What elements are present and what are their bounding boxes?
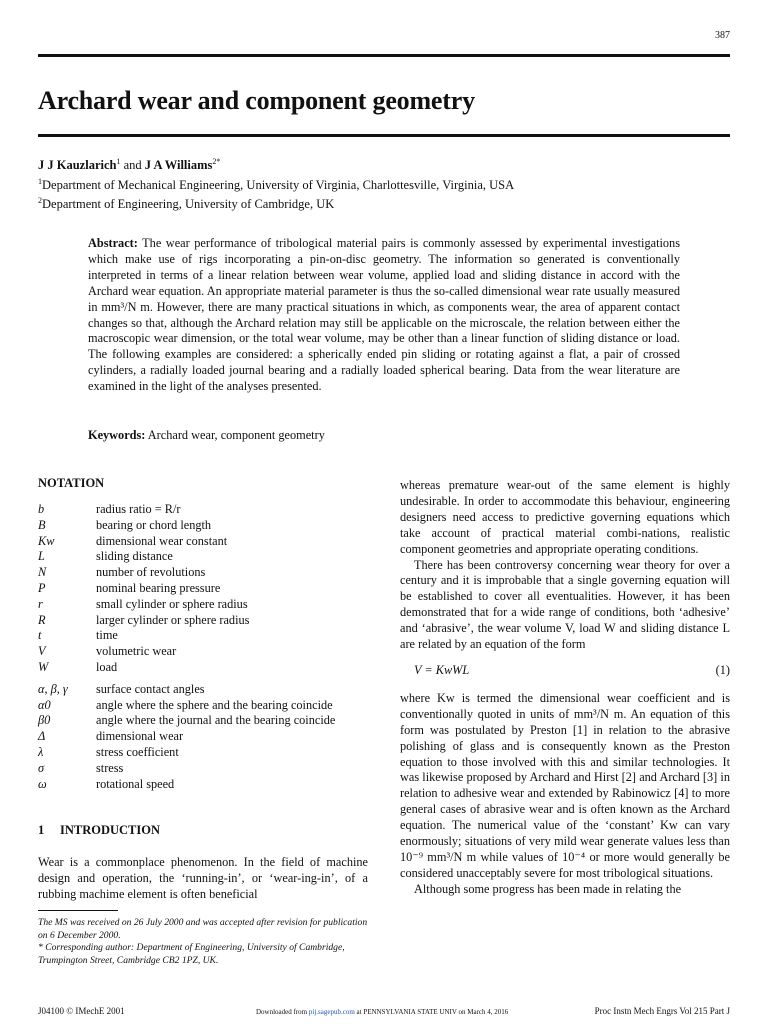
author-block [38,154,738,213]
affil-2-sup: 2 [38,196,42,206]
paper-title: Archard wear and component geometry [38,86,475,115]
notation-group-2 [38,682,378,793]
notation-row [38,644,378,660]
notation-definition: radius ratio = R/r [96,502,181,516]
notation-symbol: R [38,612,46,627]
paragraph-3: where Kw is termed the dimensional wear coefficient and is conventionally quoted in units of mm³/N m. An equation of this form was postulated by Preston [1] in relation to the abrasive polishing of glass and is consequently known as the Preston equation to those involved with this and similar technologies. It was likewise proposed by Archard and Hirst [2] and Archard [3] in relation to adhesive wear and extended by Rabinowicz [4] to more general cases of abrasive wear and is often known as the Archard equation. The numerical value of the ‘constant’ Kw can vary enormously; situations of very mild wear generate values less than 10⁻⁹ mm³/N m while values of 10⁻⁴ or more would generally be considered unacceptably severe for most tribological situations. [400,690,730,880]
affiliation-2: Department of Engineering, University of Cambridge, UK [42,197,335,212]
notation-heading: NOTATION [38,476,105,490]
notation-symbol: N [38,565,47,580]
notation-row [38,628,378,644]
notation-symbol: b [38,502,45,516]
right-column [400,478,730,898]
notation-definition: load [96,659,118,674]
notation-definition: time [96,628,118,643]
notation-definition: angle where the journal and the bearing coincide [96,713,336,728]
page-number: 387 [715,30,730,41]
section-heading-introduction [38,823,160,838]
keywords-label: Keywords: [88,428,146,442]
paragraph-1: whereas premature wear-out of the same element is highly undesirable. In order to accommodate this behaviour, engineering designers need access to predictive governing equations which take account of practical material combi-nations, realistic component geometries and appropriate operating conditions. [400,478,730,556]
equation-1 [400,663,730,679]
abstract [88,236,680,395]
notation-row [38,581,378,597]
notation-row [38,518,378,534]
introduction-text: Wear is a commonplace phenomenon. In the field of machine design and operation, the ‘running-in’, or ‘wear-ing-in’, of a rubbing machime element is often beneficial [38,855,368,901]
paragraph-2: There has been controversy concerning wear theory for over a century and it is improbable that a single governing equation will be established to cover all eventualities. However, it has been demonstrated that for a wide range of conditions, both ‘adhesive’ and ‘abrasive’, the wear volume V, load W and sliding distance L are related by an equation of the form [400,557,730,652]
footer-journal: Proc Instn Mech Engrs Vol 215 Part J [594,1006,730,1016]
notation-definition: number of revolutions [96,565,206,580]
author-1-sup: 1 [116,157,121,166]
notation-symbol: σ [38,760,45,775]
notation-definition: angle where the sphere and the bearing coincide [96,697,333,712]
notation-definition: small cylinder or sphere radius [96,596,248,611]
notation-symbol: α0 [38,697,51,712]
notation-definition: stress [96,760,124,775]
notation-definition: sliding distance [96,549,173,564]
affiliation-1: Department of Mechanical Engineering, University of Virginia, Charlottesville, Virginia, USA [42,177,515,192]
notation-definition: rotational speed [96,776,175,791]
notation-symbol: Δ [38,729,46,744]
footnote-received: The MS was received on 26 July 2000 and was accepted after revision for publication on 6 December 2000. [38,917,368,941]
notation-definition: nominal bearing pressure [96,580,221,595]
notation-group-1 [38,502,378,676]
paragraph-4: Although some progress has been made in relating the [414,881,682,896]
author-2: J A Williams [144,158,213,173]
keywords-text: Archard wear, component geometry [145,428,325,442]
abstract-label: Abstract: [88,236,138,250]
notation-row [38,660,378,676]
abstract-text: The wear performance of tribological material pairs is commonly assessed by experimental investigations which make use of rigs incorporating a pin-on-disc geometry. The information so generated is conventionally interpreted in terms of a linear relation between wear volume, applied load and sliding distance in accord with the Archard wear equation. An appropriate material parameter is thus the so-called dimensional wear rate usually measured in mm³/N m. However, there are many practical situations in which, as components wear, the area of apparent contact changes so that, although the Archard relation may still be applicable on the microscale, the relation between either the macroscopic wear dimension, or the total wear volume, may be other than a linear function of sliding distance or load. The following examples are considered: a spherically ended pin sliding or rotating against a flat, a pair of crossed cylinders, a radially loaded journal bearing and a radially loaded spherical bearing. Data from the wear literature are examined in the light of the analyses presented. [88,236,680,394]
notation-row [38,682,378,698]
notation-symbol: α, β, γ [38,681,68,696]
equation-formula: V = KwWL [414,662,470,677]
notation-symbol: λ [38,744,44,759]
notation-symbol: P [38,580,46,595]
notation-symbol: W [38,659,49,674]
notation-row [38,777,378,793]
notation-definition: dimensional wear constant [96,533,228,548]
footer-download-notice [256,1008,508,1016]
footnotes [38,917,368,967]
notation-row [38,713,378,729]
notation-definition: larger cylinder or sphere radius [96,612,250,627]
notation-symbol: L [38,549,45,564]
download-prefix: Downloaded from [256,1008,309,1016]
notation-row [38,502,378,518]
notation-definition: dimensional wear [96,729,184,744]
notation-definition: volumetric wear [96,644,177,659]
download-link[interactable]: pij.sagepub.com [308,1008,355,1016]
section-title: INTRODUCTION [60,823,161,837]
top-rule [38,54,730,57]
section-number: 1 [38,823,45,837]
notation-row [38,745,378,761]
download-suffix: at PENNSYLVANIA STATE UNIV on March 4, 2016 [354,1008,509,1016]
notation-row [38,534,378,550]
notation-symbol: V [38,644,46,659]
notation-symbol: t [38,628,42,643]
notation-symbol: r [38,596,43,611]
notation-symbol: B [38,517,46,532]
author-and: and [120,158,145,173]
notation-list [38,502,378,792]
notation-row [38,698,378,714]
author-1: J J Kauzlarich [38,158,117,173]
keywords [88,428,680,443]
notation-symbol: ω [38,776,47,791]
notation-row [38,729,378,745]
notation-definition: bearing or chord length [96,517,212,532]
notation-row [38,549,378,565]
notation-definition: surface contact angles [96,681,205,696]
equation-number: (1) [715,662,730,677]
notation-definition: stress coefficient [96,744,179,759]
footer-journal-id: J04100 © IMechE 2001 [38,1006,125,1016]
notation-row [38,761,378,777]
affil-1-sup: 1 [38,176,42,186]
notation-row [38,613,378,629]
footnote-rule [38,910,118,911]
footnote-corresponding: * Corresponding author: Department of Engineering, University of Cambridge, Trumpington Street, Cambridge CB2 1PZ, UK. [38,942,345,966]
notation-symbol: β0 [38,713,51,728]
title-rule [38,134,730,137]
author-2-sup: 2* [212,157,221,166]
notation-symbol: Kw [38,533,55,548]
notation-row [38,565,378,581]
notation-row [38,597,378,613]
